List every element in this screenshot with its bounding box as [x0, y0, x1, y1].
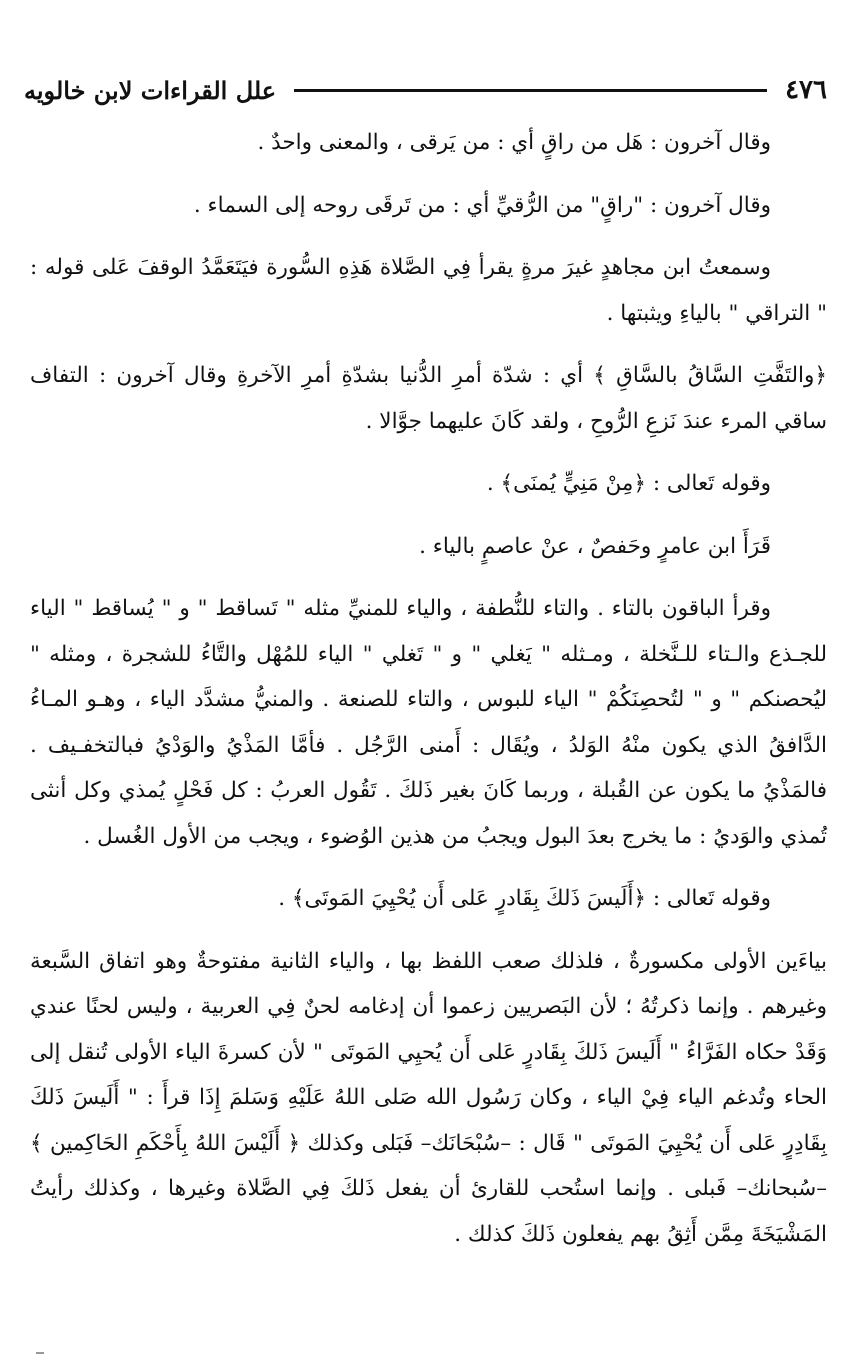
scan-mark: [36, 1352, 44, 1354]
page-header: [24, 68, 827, 112]
paragraph: بياءَين الأولى مكسورةٌ ، فلذلك صعب اللفظ بها ، والياء الثانية مفتوحةٌ وهو اتفاق السَّبعة وغيرهم . وإنما ذكرتُهُ ؛ لأن البَصريين زعموا أن إدغامه لحنٌ فِي العربية ، وليس لحنًا عندي وَقَدْ حكاه الفَرَّاءُ " أَلَيسَ ذَلكَ بِقَادرٍ عَلى أَن يُحيِي المَوتَى " لأن كسرةَ الياء الأولى تُنقل إلى الحاء وتُدغم الياء فِيْ الياء ، وكان رَسُول الله صَلى اللهُ عَلَيْهِ وَسَلمَ إِذَا قرأَ : " أَلَيسَ ذَلكَ بِقَادِرٍ عَلى أَن يُحْيِيَ المَوتَى " قَال : –سُبْحَانَك– فَبَلى وكذلك ﴿ أَلَيْسَ اللهُ بِأَحْكَمِ الحَاكِمين ﴾ –سُبحانك– فَبلى . وإنما استُحب للقارئ أن يفعل ذَلكَ فِي الصَّلاة وغيرها ، وكذلك رأيتُ المَشْيَخَةَ مِمَّن أَثِقُ بهم يفعلون ذَلكَ كذلك .: [30, 948, 827, 1247]
book-title: علل القراءات لابن خالويه: [24, 75, 277, 105]
paragraph: قَرَأَ ابن عامرٍ وحَفصٌ ، عنْ عاصمٍ بالياء .: [419, 533, 771, 559]
paragraph: وقال آخرون : هَل من راقٍ أي : من يَرقى ، والمعنى واحدٌ .: [257, 130, 771, 155]
page-number: ٤٧٦: [785, 75, 827, 105]
page-body: [30, 120, 827, 1274]
paragraph: وقال آخرون : "راقٍ" من الرُّقيِّ أي : من تَرقَى روحه إلى السماء .: [193, 192, 771, 218]
verse-paragraph: ﴿والتَفَّتِ السَّاقُ بالسَّاقِ ﴾ أي : شدّة أمرِ الدُّنيا بشدّةِ أمرِ الآخرةِ وقال آخرون : التفاف ساقي المرء عندَ نَزعِ الرُّوحِ ، ولقد كَانَ عليهما جوَّالا .: [30, 363, 827, 434]
verse-line: وقوله تَعالى : ﴿أَلَيسَ ذَلكَ بِقَادرٍ عَلى أَن يُحْيِيَ المَوتَى﴾ .: [278, 886, 771, 911]
header-rule: [294, 89, 767, 92]
verse-line: وقوله تَعالى : ﴿مِنْ مَنِيٍّ يُمنَى﴾ .: [486, 471, 771, 496]
paragraph: وقرأ الباقون بالتاء . والتاء للنُّطفة ، والياء للمنيِّ مثله " تَساقط " و " يُساقط " الياء للجـذع والـتاء للـنَّخلة ، ومـثله " يَغلي " و " تَغلي " الياء للمُهْل والتَّاءُ للشجرة ، ومثله " ليُحصنكم " و " لتُحصِنَكُمْ " الياء للبوس ، والتاء للصنعة . والمنيُّ مشدَّد الياء ، وهـو المـاءُ الدَّافقُ الذي يكون منْهُ الوَلدُ ، ويُقَال : أَمنى الرَّجُل . فأمَّا المَذْيُ والوَدْيُ فبالتخفـيف . فالمَذْيُ ما يكون عن القُبلة ، وربما كَانَ بغير ذَلكَ . تَقُول العربُ : كل فَحْلٍ يُمذي وكل أنثى تُمذي والوَديُ : ما يخرج بعدَ البول ويجبُ من هذين الوُضوء ، ويجب من الأول الغُسل .: [30, 596, 827, 849]
paragraph: وسمعتُ ابن مجاهدٍ غيرَ مرةٍ يقرأ فِي الصَّلاة هَذِهِ السُّورة فيَتَعَمَّدُ الوقفَ عَلى قوله : " التراقي " بالياءِ ويثبتها .: [30, 255, 827, 326]
